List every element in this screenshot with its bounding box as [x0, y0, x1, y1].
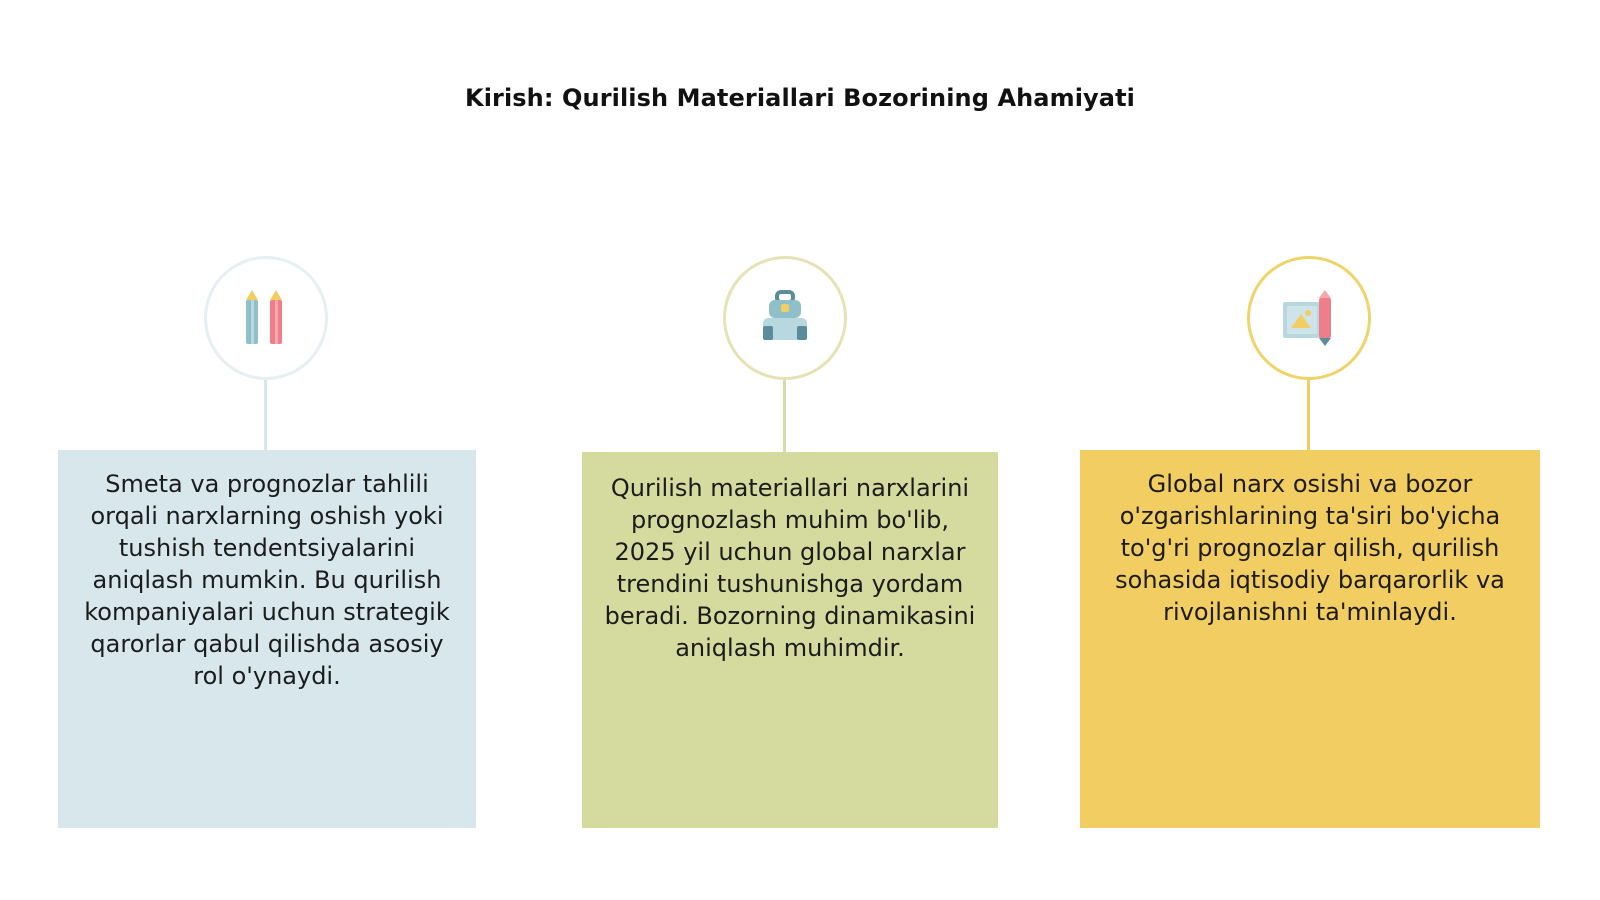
page-title: Kirish: Qurilish Materiallari Bozorining Ahamiyati — [465, 84, 1135, 112]
icon-circle-1 — [204, 256, 328, 380]
icon-circle-2 — [723, 256, 847, 380]
connector-line-3 — [1307, 380, 1310, 450]
connector-line-1 — [264, 380, 267, 450]
card-3-text: Global narx osishi va bozor o'zgarishlarining ta'siri bo'yicha to'g'ri prognozlar qilish, qurilish sohasida iqtisodiy barqarorlik va rivojlanishni ta'minlaydi. — [1115, 470, 1505, 626]
info-card-2 — [582, 452, 998, 828]
pencils-icon — [242, 288, 290, 348]
info-card-1 — [58, 450, 476, 828]
backpack-icon — [755, 288, 815, 348]
picture-pencil-icon — [1279, 288, 1339, 348]
info-card-3 — [1080, 450, 1540, 828]
card-1-text: Smeta va prognozlar tahlili orqali narxlarning oshish yoki tushish tendentsiyalarini aniqlash mumkin. Bu qurilish kompaniyalari uchun strategik qarorlar qabul qilishda asosiy rol o'ynaydi. — [84, 470, 450, 690]
icon-circle-3 — [1247, 256, 1371, 380]
card-2-text: Qurilish materiallari narxlarini prognozlash muhim bo'lib, 2025 yil uchun global narxlar trendini tushunishga yordam beradi. Bozorning dinamikasini aniqlash muhimdir. — [604, 474, 976, 662]
connector-line-2 — [783, 380, 786, 452]
